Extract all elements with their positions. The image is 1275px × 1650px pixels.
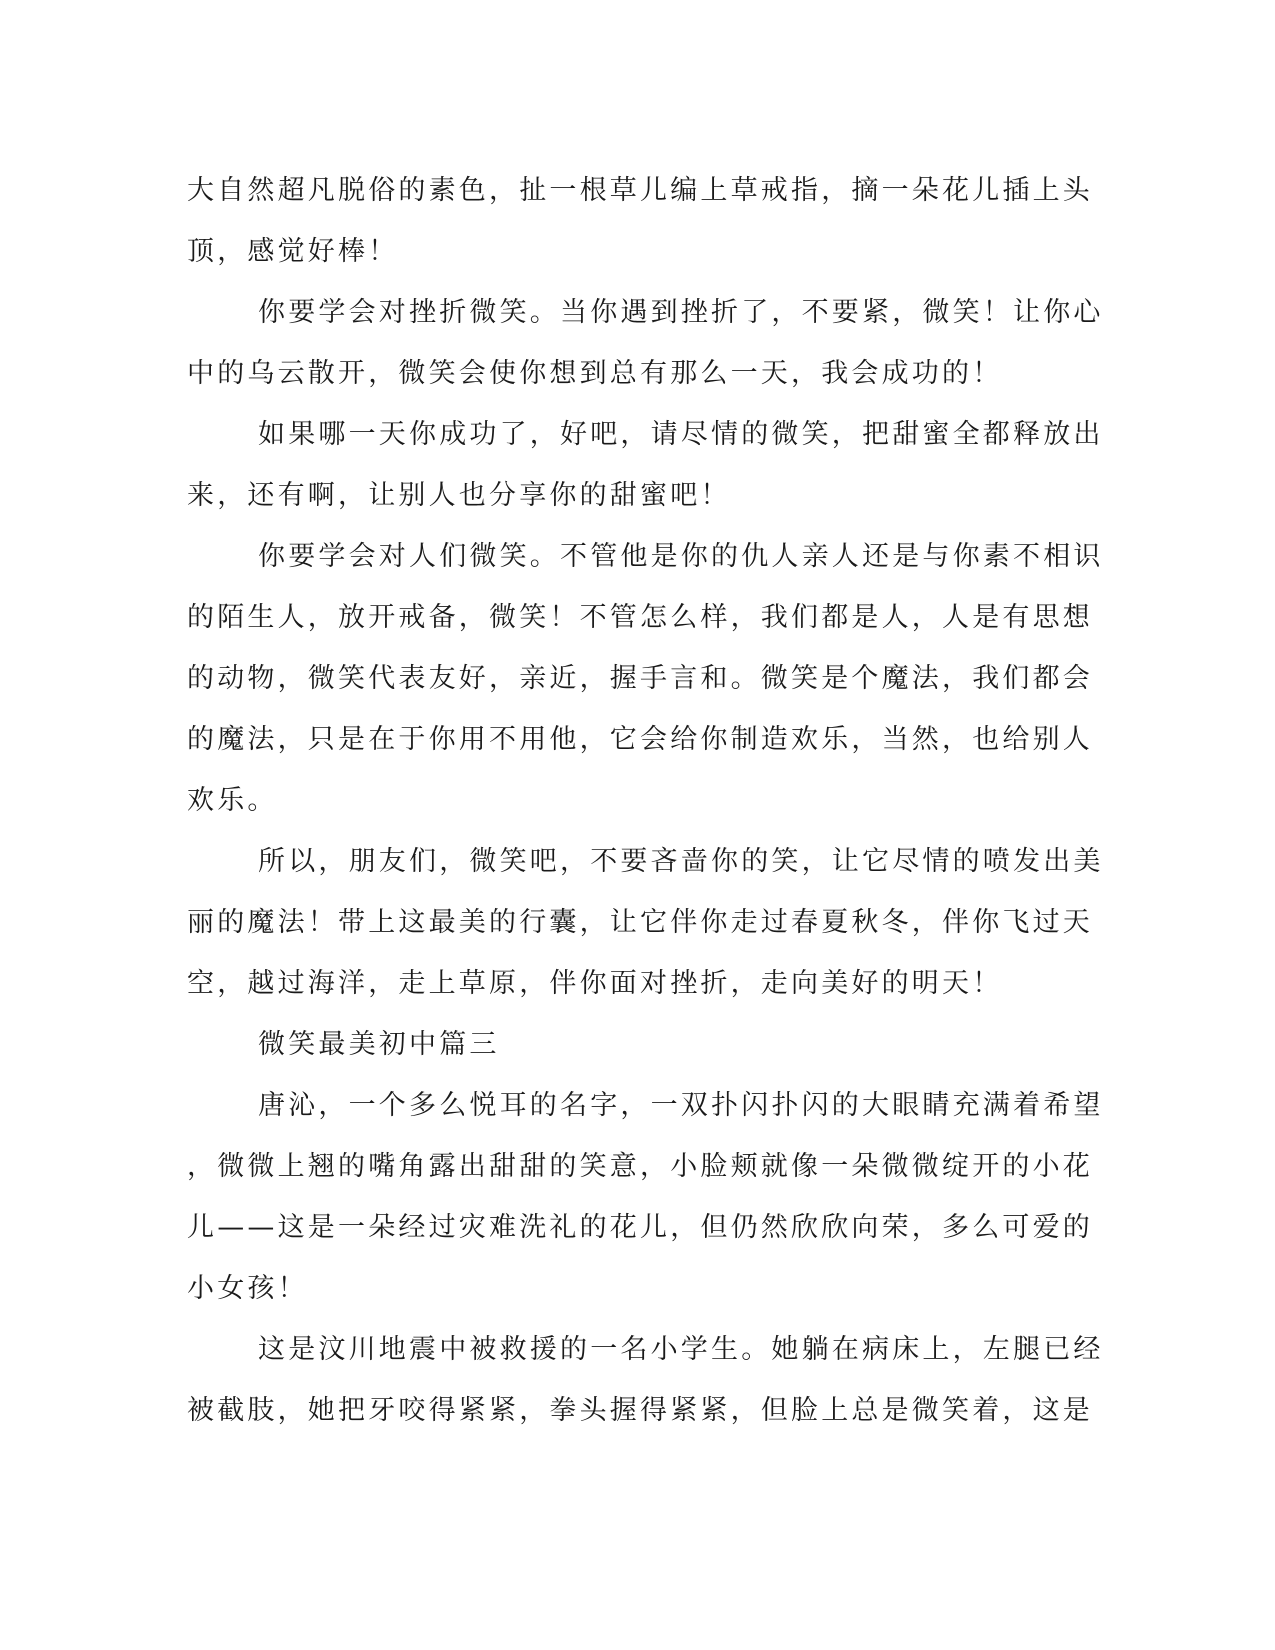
text-line: 这是汶川地震中被救援的一名小学生。她躺在病床上，左腿已经 — [258, 1334, 1104, 1365]
text-line: 大自然超凡脱俗的素色，扯一根草儿编上草戒指，摘一朵花儿插上头 — [187, 175, 1093, 206]
text-line: 儿——这是一朵经过灾难洗礼的花儿，但仍然欣欣向荣，多么可爱的 — [187, 1212, 1093, 1243]
text-line: 欢乐。 — [187, 785, 278, 816]
text-line: 来，还有啊，让别人也分享你的甜蜜吧！ — [187, 480, 731, 511]
text-line: 唐沁，一个多么悦耳的名字，一双扑闪扑闪的大眼睛充满着希望 — [258, 1090, 1104, 1121]
text-line: 中的乌云散开，微笑会使你想到总有那么一天，我会成功的！ — [187, 358, 1003, 389]
document-body — [187, 160, 1104, 1441]
text-line: 你要学会对挫折微笑。当你遇到挫折了，不要紧，微笑！让你心 — [258, 297, 1104, 328]
section-heading: 微笑最美初中篇三 — [258, 1029, 500, 1060]
text-line: 所以，朋友们，微笑吧，不要吝啬你的笑，让它尽情的喷发出美 — [258, 846, 1104, 877]
text-line: 小女孩！ — [187, 1273, 308, 1304]
text-line: 的陌生人，放开戒备，微笑！不管怎么样，我们都是人，人是有思想 — [187, 602, 1093, 633]
text-line: 如果哪一天你成功了，好吧，请尽情的微笑，把甜蜜全都释放出 — [258, 419, 1104, 450]
text-line: 空，越过海洋，走上草原，伴你面对挫折，走向美好的明天！ — [187, 968, 1003, 999]
text-line: 你要学会对人们微笑。不管他是你的仇人亲人还是与你素不相识 — [258, 541, 1104, 572]
text-line: 被截肢，她把牙咬得紧紧，拳头握得紧紧，但脸上总是微笑着，这是 — [187, 1395, 1093, 1426]
text-line: 的魔法，只是在于你用不用他，它会给你制造欢乐，当然，也给别人 — [187, 724, 1093, 755]
text-line: 顶，感觉好棒！ — [187, 236, 399, 267]
text-line: ，微微上翘的嘴角露出甜甜的笑意，小脸颊就像一朵微微绽开的小花 — [187, 1151, 1093, 1182]
text-line: 丽的魔法！带上这最美的行囊，让它伴你走过春夏秋冬，伴你飞过天 — [187, 907, 1093, 938]
text-line: 的动物，微笑代表友好，亲近，握手言和。微笑是个魔法，我们都会 — [187, 663, 1093, 694]
